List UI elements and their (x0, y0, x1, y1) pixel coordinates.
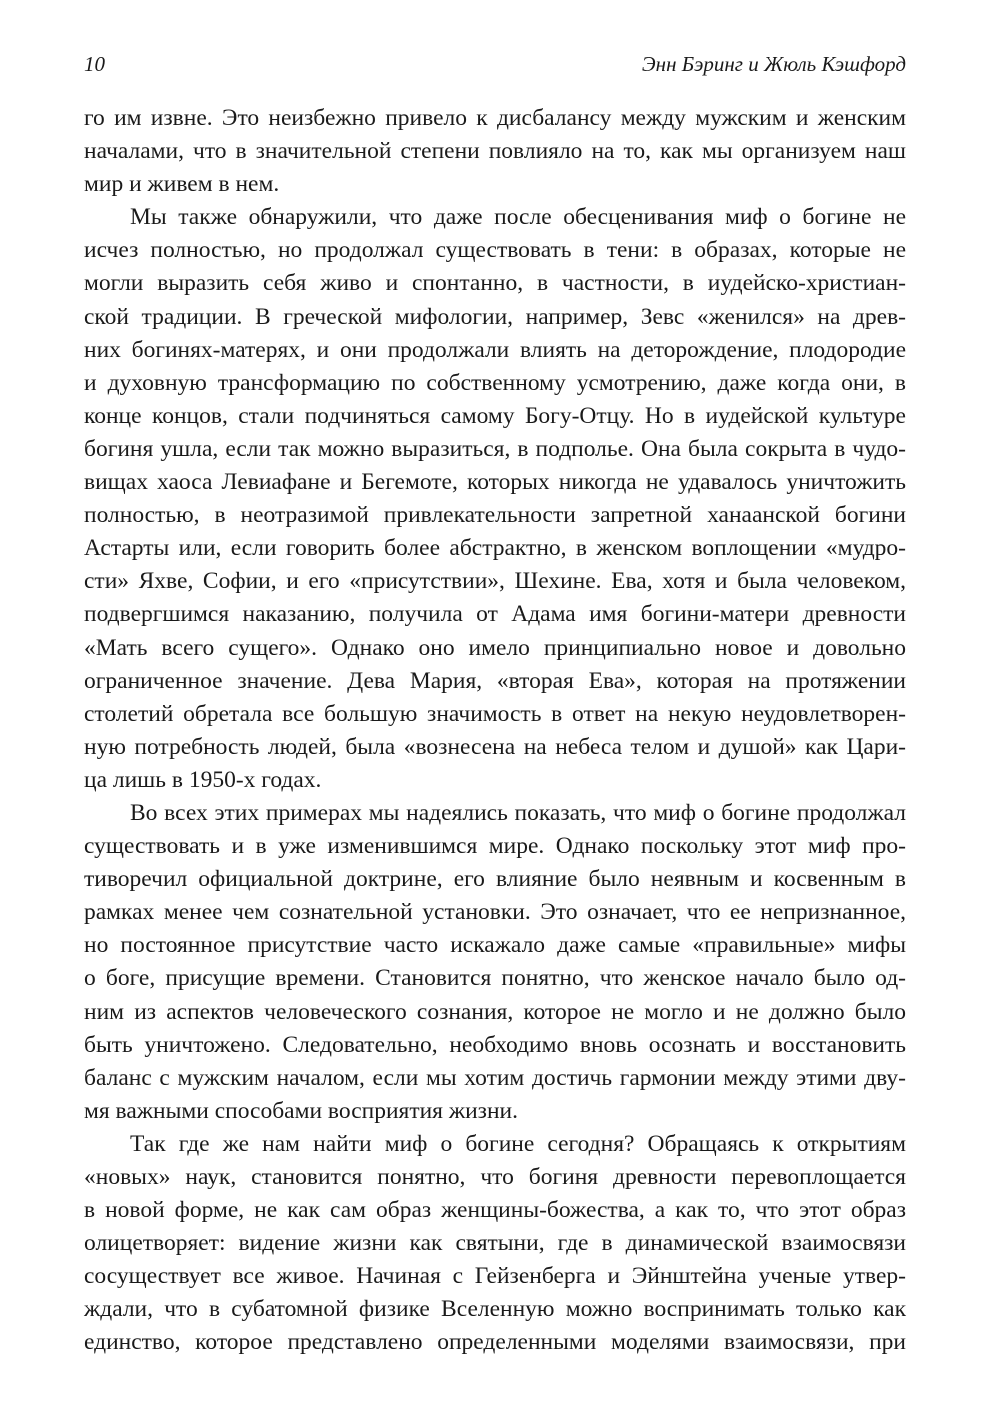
page-header (84, 52, 906, 82)
text-line: тиворечил официальной доктрине, его влияние было неявным и косвенным в (84, 866, 906, 893)
text-line: началами, что в значительной степени повлияло на то, как мы организуем наш (84, 138, 906, 165)
text-line: них богинях-матерях, и они продолжали влиять на деторождение, плодородие (84, 336, 906, 363)
text-line: мир и живем в нем. (84, 171, 280, 198)
text-line: Астарты или, если говорить более абстрактно, в женском воплощении «мудро- (84, 535, 906, 562)
text-line: Во всех этих примерах мы надеялись показать, что миф о богине продолжал (130, 799, 906, 826)
text-line: баланс с мужским началом, если мы хотим достичь гармонии между этими дву- (84, 1064, 906, 1091)
text-line: столетий обретала все большую значимость в ответ на некую неудовлетворен- (84, 700, 906, 727)
paragraph (84, 201, 906, 797)
text-line: «новых» наук, становится понятно, что богиня древности перевоплощается (84, 1164, 906, 1190)
text-line: олицетворяет: видение жизни как святыни, где в динамической взаимосвязи (84, 1230, 906, 1257)
text-line: и духовную трансформацию по собственному усмотрению, даже когда они, в (84, 369, 906, 396)
text-line: го им извне. Это неизбежно привело к дисбалансу между мужским и женским (84, 105, 906, 131)
text-line: Так где же нам найти миф о богине сегодня? Обращаясь к открытиям (130, 1130, 906, 1157)
text-line: быть уничтожено. Следовательно, необходимо вновь осознать и восстановить (84, 1031, 906, 1058)
paragraph (84, 1128, 906, 1360)
text-line: Мы также обнаружили, что даже после обесценивания миф о богине не (130, 204, 906, 231)
text-line: вищах хаоса Левиафане и Бегемоте, которых никогда не удавалось уничтожить (84, 469, 906, 496)
text-line: ждали, что в субатомной физике Вселенную можно воспринимать только как (84, 1296, 906, 1323)
text-line: сосуществует все живое. Начиная с Гейзенберга и Эйнштейна ученые утвер- (84, 1263, 906, 1290)
text-line: ограниченное значение. Дева Мария, «вторая Ева», которая на протяжении (84, 667, 906, 694)
text-line: единство, которое представлено определенными моделями взаимосвязи, при (84, 1329, 906, 1356)
page-number: 10 (84, 52, 105, 76)
page-body (84, 102, 906, 1360)
text-line: богиня ушла, если так можно выразиться, в подполье. Она была сокрыта в чудо- (84, 435, 906, 462)
text-line: ную потребность людей, была «вознесена на небеса телом и душой» как Цари- (84, 733, 906, 760)
text-line: рамках менее чем сознательной установки. Это означает, что ее непризнанное, (84, 899, 906, 926)
text-line: мя важными способами восприятия жизни. (84, 1097, 518, 1124)
text-line: но постоянное присутствие часто искажало даже самые «правильные» мифы (84, 932, 906, 959)
text-line: исчез полностью, но продолжал существовать в тени: в образах, которые не (84, 237, 906, 264)
text-line: ца лишь в 1950-х годах. (84, 766, 322, 793)
text-line: ской традиции. В греческой мифологии, например, Зевс «женился» на древ- (84, 303, 906, 330)
text-line: полностью, в неотразимой привлекательности запретной ханаанской богини (84, 502, 906, 529)
text-line: о боге, присущие времени. Становится понятно, что женское начало было од- (84, 965, 906, 992)
paragraph (84, 797, 906, 1128)
text-line: «Мать всего сущего». Однако оно имело принципиально новое и довольно (84, 634, 906, 661)
running-title: Энн Бэринг и Жюль Кэшфорд (641, 52, 906, 76)
text-line: в новой форме, не как сам образ женщины-божества, а как то, что этот образ (84, 1197, 906, 1224)
text-line: существовать и в уже изменившимся мире. Однако поскольку этот миф про- (84, 833, 906, 860)
paragraph (84, 102, 906, 201)
text-line: конце концов, стали подчиняться самому Богу-Отцу. Но в иудейской культуре (84, 402, 906, 429)
text-line: могли выразить себя живо и спонтанно, в частности, в иудейско-христиан- (84, 270, 906, 297)
text-line: сти» Яхве, Софии, и его «присутствии», Шехине. Ева, хотя и была человеком, (84, 568, 906, 595)
text-line: подвергшимся наказанию, получила от Адама имя богини-матери древности (84, 601, 906, 628)
text-line: ним из аспектов человеческого сознания, которое не могло и не должно было (84, 998, 906, 1025)
